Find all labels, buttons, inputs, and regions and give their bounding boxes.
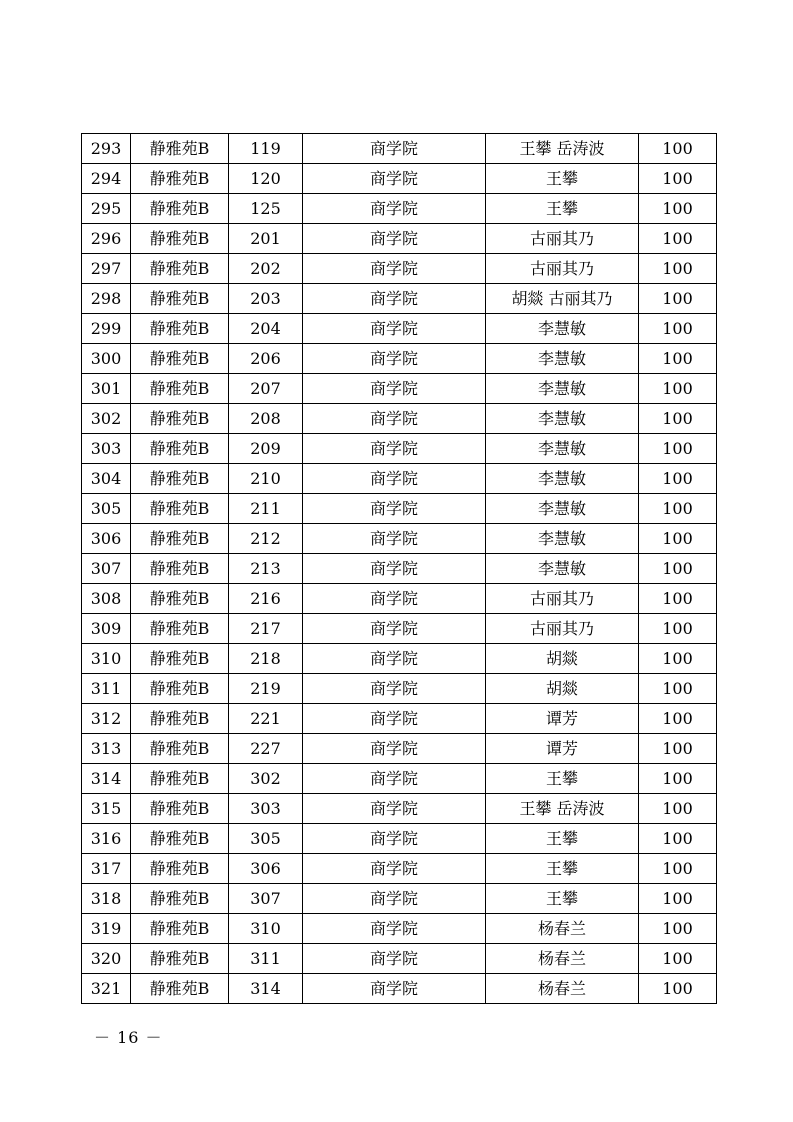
score-cell: 100 [639,524,717,554]
room-cell: 210 [229,464,303,494]
building-cell: 静雅苑B [131,134,229,164]
score-cell: 100 [639,254,717,284]
staff-cell: 古丽其乃 [486,614,639,644]
college-cell: 商学院 [303,464,486,494]
row-number-cell: 298 [82,284,131,314]
college-cell: 商学院 [303,554,486,584]
staff-cell: 杨春兰 [486,974,639,1004]
row-number-cell: 299 [82,314,131,344]
row-number-cell: 313 [82,734,131,764]
building-cell: 静雅苑B [131,704,229,734]
college-cell: 商学院 [303,614,486,644]
room-cell: 201 [229,224,303,254]
score-cell: 100 [639,554,717,584]
college-cell: 商学院 [303,764,486,794]
score-cell: 100 [639,434,717,464]
room-cell: 302 [229,764,303,794]
table-body [82,134,717,1004]
table-row [82,584,717,614]
row-number-cell: 321 [82,974,131,1004]
table-row [82,434,717,464]
row-number-cell: 302 [82,404,131,434]
score-cell: 100 [639,734,717,764]
room-cell: 211 [229,494,303,524]
staff-cell: 古丽其乃 [486,584,639,614]
building-cell: 静雅苑B [131,494,229,524]
building-cell: 静雅苑B [131,944,229,974]
score-cell: 100 [639,134,717,164]
staff-cell: 王攀 [486,194,639,224]
college-cell: 商学院 [303,164,486,194]
table-row [82,914,717,944]
dorm-inspection-table [81,133,717,1004]
building-cell: 静雅苑B [131,884,229,914]
room-cell: 213 [229,554,303,584]
college-cell: 商学院 [303,944,486,974]
row-number-cell: 304 [82,464,131,494]
room-cell: 202 [229,254,303,284]
score-cell: 100 [639,914,717,944]
room-cell: 216 [229,584,303,614]
score-cell: 100 [639,644,717,674]
college-cell: 商学院 [303,344,486,374]
row-number-cell: 318 [82,884,131,914]
score-cell: 100 [639,794,717,824]
table-row [82,374,717,404]
score-cell: 100 [639,614,717,644]
table-row [82,524,717,554]
staff-cell: 杨春兰 [486,914,639,944]
building-cell: 静雅苑B [131,374,229,404]
staff-cell: 王攀 [486,764,639,794]
score-cell: 100 [639,194,717,224]
building-cell: 静雅苑B [131,164,229,194]
room-cell: 306 [229,854,303,884]
table-row [82,764,717,794]
college-cell: 商学院 [303,584,486,614]
table-row [82,884,717,914]
row-number-cell: 315 [82,794,131,824]
college-cell: 商学院 [303,914,486,944]
room-cell: 314 [229,974,303,1004]
score-cell: 100 [639,224,717,254]
college-cell: 商学院 [303,374,486,404]
building-cell: 静雅苑B [131,554,229,584]
staff-cell: 古丽其乃 [486,224,639,254]
college-cell: 商学院 [303,494,486,524]
table-row [82,554,717,584]
staff-cell: 王攀 [486,884,639,914]
building-cell: 静雅苑B [131,524,229,554]
building-cell: 静雅苑B [131,674,229,704]
row-number-cell: 301 [82,374,131,404]
room-cell: 218 [229,644,303,674]
room-cell: 227 [229,734,303,764]
score-cell: 100 [639,854,717,884]
staff-cell: 胡燚 [486,644,639,674]
college-cell: 商学院 [303,404,486,434]
room-cell: 212 [229,524,303,554]
staff-cell: 胡燚 [486,674,639,704]
room-cell: 310 [229,914,303,944]
table-row [82,944,717,974]
staff-cell: 李慧敏 [486,434,639,464]
row-number-cell: 311 [82,674,131,704]
room-cell: 204 [229,314,303,344]
staff-cell: 谭芳 [486,734,639,764]
building-cell: 静雅苑B [131,404,229,434]
building-cell: 静雅苑B [131,854,229,884]
score-cell: 100 [639,284,717,314]
building-cell: 静雅苑B [131,824,229,854]
college-cell: 商学院 [303,434,486,464]
staff-cell: 王攀 [486,164,639,194]
room-cell: 221 [229,704,303,734]
college-cell: 商学院 [303,974,486,1004]
row-number-cell: 314 [82,764,131,794]
building-cell: 静雅苑B [131,314,229,344]
staff-cell: 李慧敏 [486,464,639,494]
building-cell: 静雅苑B [131,194,229,224]
table-row [82,164,717,194]
score-cell: 100 [639,374,717,404]
college-cell: 商学院 [303,644,486,674]
row-number-cell: 300 [82,344,131,374]
row-number-cell: 319 [82,914,131,944]
score-cell: 100 [639,164,717,194]
row-number-cell: 320 [82,944,131,974]
table-row [82,494,717,524]
row-number-cell: 309 [82,614,131,644]
table-row [82,314,717,344]
room-cell: 120 [229,164,303,194]
row-number-cell: 317 [82,854,131,884]
college-cell: 商学院 [303,284,486,314]
building-cell: 静雅苑B [131,284,229,314]
table-row [82,974,717,1004]
score-cell: 100 [639,584,717,614]
building-cell: 静雅苑B [131,614,229,644]
row-number-cell: 308 [82,584,131,614]
room-cell: 217 [229,614,303,644]
staff-cell: 谭芳 [486,704,639,734]
college-cell: 商学院 [303,224,486,254]
table-row [82,344,717,374]
building-cell: 静雅苑B [131,914,229,944]
row-number-cell: 297 [82,254,131,284]
staff-cell: 王攀 [486,824,639,854]
building-cell: 静雅苑B [131,644,229,674]
score-cell: 100 [639,464,717,494]
row-number-cell: 295 [82,194,131,224]
college-cell: 商学院 [303,524,486,554]
score-cell: 100 [639,344,717,374]
building-cell: 静雅苑B [131,464,229,494]
building-cell: 静雅苑B [131,344,229,374]
score-cell: 100 [639,404,717,434]
college-cell: 商学院 [303,824,486,854]
staff-cell: 李慧敏 [486,494,639,524]
building-cell: 静雅苑B [131,734,229,764]
score-cell: 100 [639,674,717,704]
table-row [82,194,717,224]
room-cell: 119 [229,134,303,164]
row-number-cell: 310 [82,644,131,674]
row-number-cell: 294 [82,164,131,194]
college-cell: 商学院 [303,794,486,824]
staff-cell: 王攀 岳涛波 [486,794,639,824]
room-cell: 303 [229,794,303,824]
college-cell: 商学院 [303,674,486,704]
table-row [82,464,717,494]
room-cell: 311 [229,944,303,974]
score-cell: 100 [639,974,717,1004]
staff-cell: 杨春兰 [486,944,639,974]
staff-cell: 胡燚 古丽其乃 [486,284,639,314]
room-cell: 305 [229,824,303,854]
page-number: － 16 － [94,1028,163,1047]
table-row [82,704,717,734]
score-cell: 100 [639,704,717,734]
room-cell: 206 [229,344,303,374]
table-row [82,644,717,674]
building-cell: 静雅苑B [131,794,229,824]
building-cell: 静雅苑B [131,584,229,614]
room-cell: 219 [229,674,303,704]
table-row [82,284,717,314]
table-row [82,254,717,284]
score-cell: 100 [639,764,717,794]
row-number-cell: 316 [82,824,131,854]
table-row [82,854,717,884]
building-cell: 静雅苑B [131,764,229,794]
room-cell: 208 [229,404,303,434]
score-cell: 100 [639,884,717,914]
row-number-cell: 307 [82,554,131,584]
room-cell: 125 [229,194,303,224]
table-row [82,734,717,764]
room-cell: 209 [229,434,303,464]
table-row [82,224,717,254]
building-cell: 静雅苑B [131,224,229,254]
table-row [82,614,717,644]
staff-cell: 李慧敏 [486,344,639,374]
college-cell: 商学院 [303,254,486,284]
college-cell: 商学院 [303,194,486,224]
staff-cell: 李慧敏 [486,524,639,554]
score-cell: 100 [639,494,717,524]
college-cell: 商学院 [303,704,486,734]
college-cell: 商学院 [303,854,486,884]
staff-cell: 古丽其乃 [486,254,639,284]
score-cell: 100 [639,944,717,974]
staff-cell: 李慧敏 [486,314,639,344]
college-cell: 商学院 [303,884,486,914]
row-number-cell: 306 [82,524,131,554]
staff-cell: 李慧敏 [486,374,639,404]
table-row [82,674,717,704]
college-cell: 商学院 [303,134,486,164]
table-row [82,824,717,854]
table-row [82,794,717,824]
row-number-cell: 293 [82,134,131,164]
score-cell: 100 [639,824,717,854]
college-cell: 商学院 [303,734,486,764]
building-cell: 静雅苑B [131,434,229,464]
college-cell: 商学院 [303,314,486,344]
room-cell: 307 [229,884,303,914]
staff-cell: 李慧敏 [486,554,639,584]
staff-cell: 李慧敏 [486,404,639,434]
table-row [82,134,717,164]
row-number-cell: 312 [82,704,131,734]
row-number-cell: 305 [82,494,131,524]
row-number-cell: 296 [82,224,131,254]
staff-cell: 王攀 岳涛波 [486,134,639,164]
score-cell: 100 [639,314,717,344]
staff-cell: 王攀 [486,854,639,884]
building-cell: 静雅苑B [131,254,229,284]
table-row [82,404,717,434]
room-cell: 207 [229,374,303,404]
row-number-cell: 303 [82,434,131,464]
building-cell: 静雅苑B [131,974,229,1004]
room-cell: 203 [229,284,303,314]
